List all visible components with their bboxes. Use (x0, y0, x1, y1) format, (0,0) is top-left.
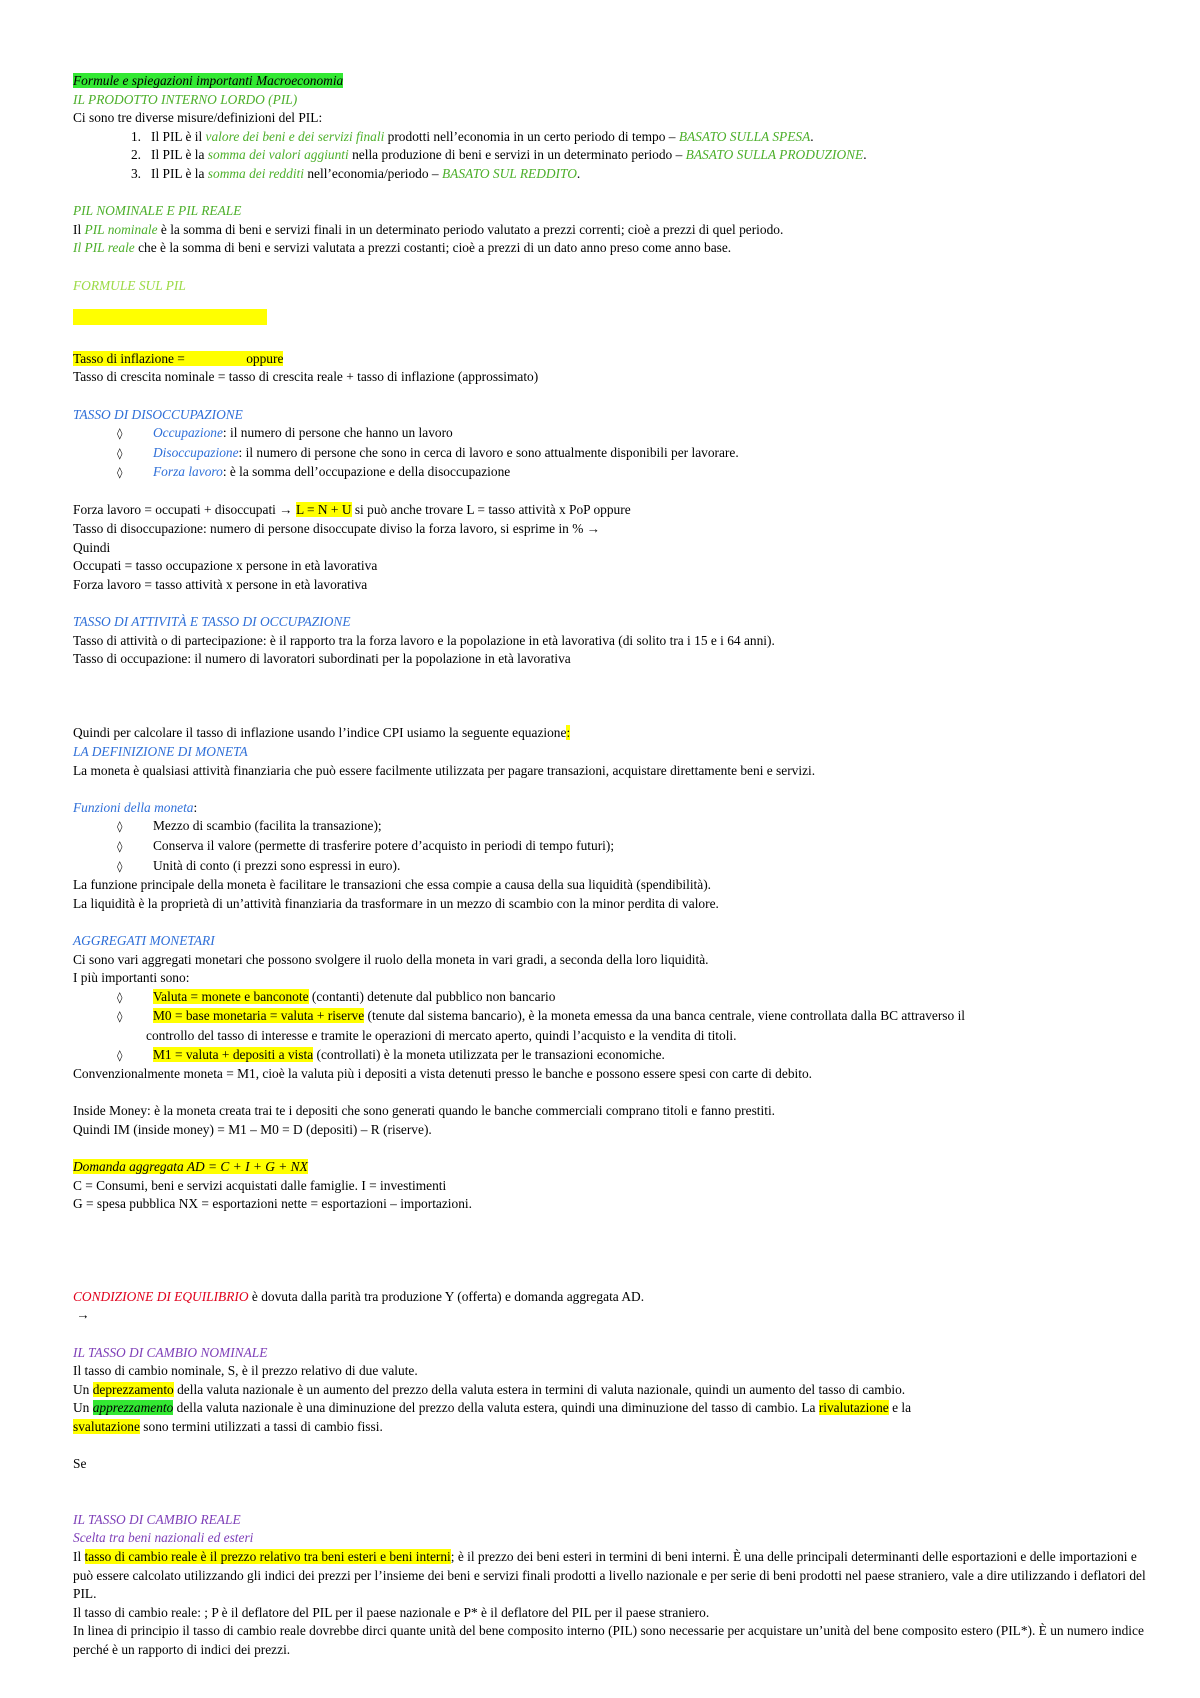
aggregato-m0: ◊ M0 = base monetaria = valuta + riserve (tenute dal sistema bancario), è la moneta emessa da una banca centrale, viene controllata dalla BC attraverso il (117, 1008, 966, 1024)
pil-item-2: 2. Il PIL è la somma dei valori aggiunti nella produzione di beni e servizi in un determinato periodo – BASATO SULLA PRODUZIONE. (130, 147, 867, 163)
apprezzamento-line: Un apprezzamento della valuta nazionale è una diminuzione del prezzo della valuta estera, quindi una diminuzione del tasso di cambio. La rivalutazione e la (73, 1400, 912, 1416)
disocc-item-2: ◊ Disoccupazione: il numero di persone che sono in cerca di lavoro e sono attualmente disponibili per lavorare. (117, 444, 739, 460)
pil-intro: Ci sono tre diverse misure/definizioni del PIL: (73, 110, 323, 126)
occupati-formula: Occupati = tasso occupazione x persone in età lavorativa (73, 558, 378, 574)
cambio-reale-subheading: Scelta tra beni nazionali ed esteri (73, 1530, 254, 1546)
funzioni-heading: Funzioni della moneta: (73, 799, 198, 815)
disocc-formula: Tasso di disoccupazione: numero di persone disoccupate diviso la forza lavoro, si esprime in % → (73, 521, 601, 537)
cambio-reale-line-2: Il tasso di cambio reale: ; P è il deflatore del PIL per il paese nazionale e P* è il deflatore del PIL per il paese straniero. (73, 1604, 710, 1620)
nominale-line-1: Il PIL nominale è la somma di beni e servizi finali in un determinato periodo valutato a prezzi correnti; cioè a prezzi di quel periodo. (73, 221, 784, 237)
inflation-formula: Tasso di inflazione = oppure (73, 350, 284, 366)
aggregati-line-2: I più importanti sono: (73, 970, 190, 986)
pil-item-1: 1. Il PIL è il valore dei beni e dei servizi finali prodotti nell’economia in un certo periodo di tempo – BASATO SULLA SPESA. (130, 128, 814, 144)
aggregati-line-3: Convenzionalmente moneta = M1, cioè la valuta più i depositi a vista detenuti presso le banche e possono essere spesi con carte di debito. (73, 1066, 812, 1082)
moneta-line-1: La funzione principale della moneta è facilitare le transazioni che essa compie a causa della sua liquidità (spendibilità). (73, 877, 712, 893)
moneta-heading: LA DEFINIZIONE DI MONETA (73, 744, 248, 759)
disocc-item-1: ◊ Occupazione: il numero di persone che hanno un lavoro (117, 425, 453, 441)
aggregati-heading: AGGREGATI MONETARI (73, 932, 215, 948)
funzione-item-1: ◊ Mezzo di scambio (facilita la transazione); (117, 818, 382, 834)
domanda-line-2: G = spesa pubblica NX = esportazioni nette = esportazioni – importazioni. (73, 1196, 472, 1212)
attivita-heading: TASSO DI ATTIVITÀ E TASSO DI OCCUPAZIONE (73, 614, 351, 630)
cpi-line: Quindi per calcolare il tasso di inflazione usando l’indice CPI usiamo la seguente equazione: (73, 725, 571, 741)
pil-heading: IL PRODOTTO INTERNO LORDO (PIL) (73, 91, 298, 107)
crescita-formula: Tasso di crescita nominale = tasso di crescita reale + tasso di inflazione (approssimato) (73, 369, 539, 385)
se-line: Se (73, 1456, 87, 1472)
deprezzamento-line: Un deprezzamento della valuta nazionale è un aumento del prezzo della valuta estera in termini di valuta nazionale, quindi un aumento del tasso di cambio. (73, 1381, 906, 1397)
svalutazione-line: svalutazione sono termini utilizzati a tassi di cambio fissi. (73, 1419, 383, 1434)
domanda-heading: Domanda aggregata AD = C + I + G + NX (73, 1159, 308, 1175)
aggregati-line-1: Ci sono vari aggregati monetari che possono svolgere il ruolo della moneta in vari gradi, a seconda della loro liquidità. (73, 951, 709, 967)
cambio-reale-heading: IL TASSO DI CAMBIO REALE (73, 1511, 241, 1527)
formule-heading: FORMULE SUL PIL (73, 277, 186, 293)
document-page (73, 72, 1153, 1660)
aggregato-valuta: ◊ Valuta = monete e banconote (contanti) detenute dal pubblico non bancario (117, 988, 556, 1004)
equilibrio-line: CONDIZIONE DI EQUILIBRIO è dovuta dalla parità tra produzione Y (offerta) e domanda aggregata AD. (73, 1288, 645, 1304)
forza-lavoro-formula-2: Forza lavoro = tasso attività x persone in età lavorativa (73, 576, 368, 592)
quindi-label: Quindi (73, 539, 111, 555)
nominale-heading: PIL NOMINALE E PIL REALE (73, 203, 242, 219)
formula-highlight (73, 309, 267, 325)
funzione-item-2: ◊ Conserva il valore (permette di trasferire potere d’acquisto in periodi di tempo futuri); (117, 837, 615, 853)
forza-lavoro-formula: Forza lavoro = occupati + disoccupati → L = N + U si può anche trovare L = tasso attività x PoP oppure (73, 502, 631, 518)
cambio-nominale-heading: IL TASSO DI CAMBIO NOMINALE (73, 1344, 268, 1360)
moneta-definition: La moneta è qualsiasi attività finanziaria che può essere facilmente utilizzata per pagare transazioni, acquistare direttamente beni e servizi. (73, 762, 816, 778)
moneta-line-2: La liquidità è la proprietà di un’attività finanziaria da trasformare in un mezzo di scambio con la minor perdita di valore. (73, 895, 719, 911)
inside-money-line: Inside Money: è la moneta creata trai te i depositi che sono generati quando le banche commerciali comprano titoli e fanno prestiti. (73, 1103, 776, 1119)
aggregato-m1: ◊ M1 = valuta + depositi a vista (controllati) è la moneta utilizzata per le transazioni economiche. (117, 1046, 665, 1062)
funzione-item-3: ◊ Unità di conto (i prezzi sono espressi in euro). (117, 857, 401, 873)
document-title: Formule e spiegazioni importanti Macroeconomia (73, 73, 344, 88)
nominale-line-2: Il PIL reale che è la somma di beni e servizi valutata a prezzi costanti; cioè a prezzi di un dato anno preso come anno base. (73, 240, 732, 256)
cambio-reale-paragraph-3: In linea di principio il tasso di cambio reale dovrebbe dirci quante unità del bene composito interno (PIL) sono necessarie per acquistare un’unità del bene composito estero (PIL*). È un numero indice perché è un rapporto di indici dei prezzi. (73, 1623, 1144, 1657)
inside-money-formula: Quindi IM (inside money) = M1 – M0 = D (depositi) – R (riserve). (73, 1121, 432, 1137)
disocc-item-3: ◊ Forza lavoro: è la somma dell’occupazione e della disoccupazione (117, 464, 511, 480)
equilibrio-arrow: → (76, 1307, 90, 1323)
cambio-reale-paragraph-1: Il tasso di cambio reale è il prezzo relativo tra beni esteri e beni interni; è il prezzo dei beni esteri in termini di beni interni. È una delle principali determinanti delle esportazioni e delle importazioni e può essere calcolato utilizzando gli indici dei prezzi per l’insieme dei beni e servizi finali prodotti a livello nazionale e per serie di beni prodotti nel paese straniero, vale a dire utilizzando i deflatori del PIL. (73, 1548, 1146, 1602)
aggregato-m0-cont: controllo del tasso di interesse e tramite le operazioni di mercato aperto, quindi l’acquisto e la vendita di titoli. (146, 1027, 737, 1043)
pil-item-3: 3. Il PIL è la somma dei redditi nell’economia/periodo – BASATO SUL REDDITO. (130, 165, 581, 181)
attivita-line-1: Tasso di attività o di partecipazione: è il rapporto tra la forza lavoro e la popolazione in età lavorativa (di solito tra i 15 e i 64 anni). (73, 632, 775, 648)
domanda-line-1: C = Consumi, beni e servizi acquistati dalle famiglie. I = investimenti (73, 1177, 447, 1193)
disocc-heading: TASSO DI DISOCCUPAZIONE (73, 406, 243, 422)
cambio-nominale-line-1: Il tasso di cambio nominale, S, è il prezzo relativo di due valute. (73, 1363, 418, 1379)
attivita-line-2: Tasso di occupazione: il numero di lavoratori subordinati per la popolazione in età lavorativa (73, 651, 571, 667)
